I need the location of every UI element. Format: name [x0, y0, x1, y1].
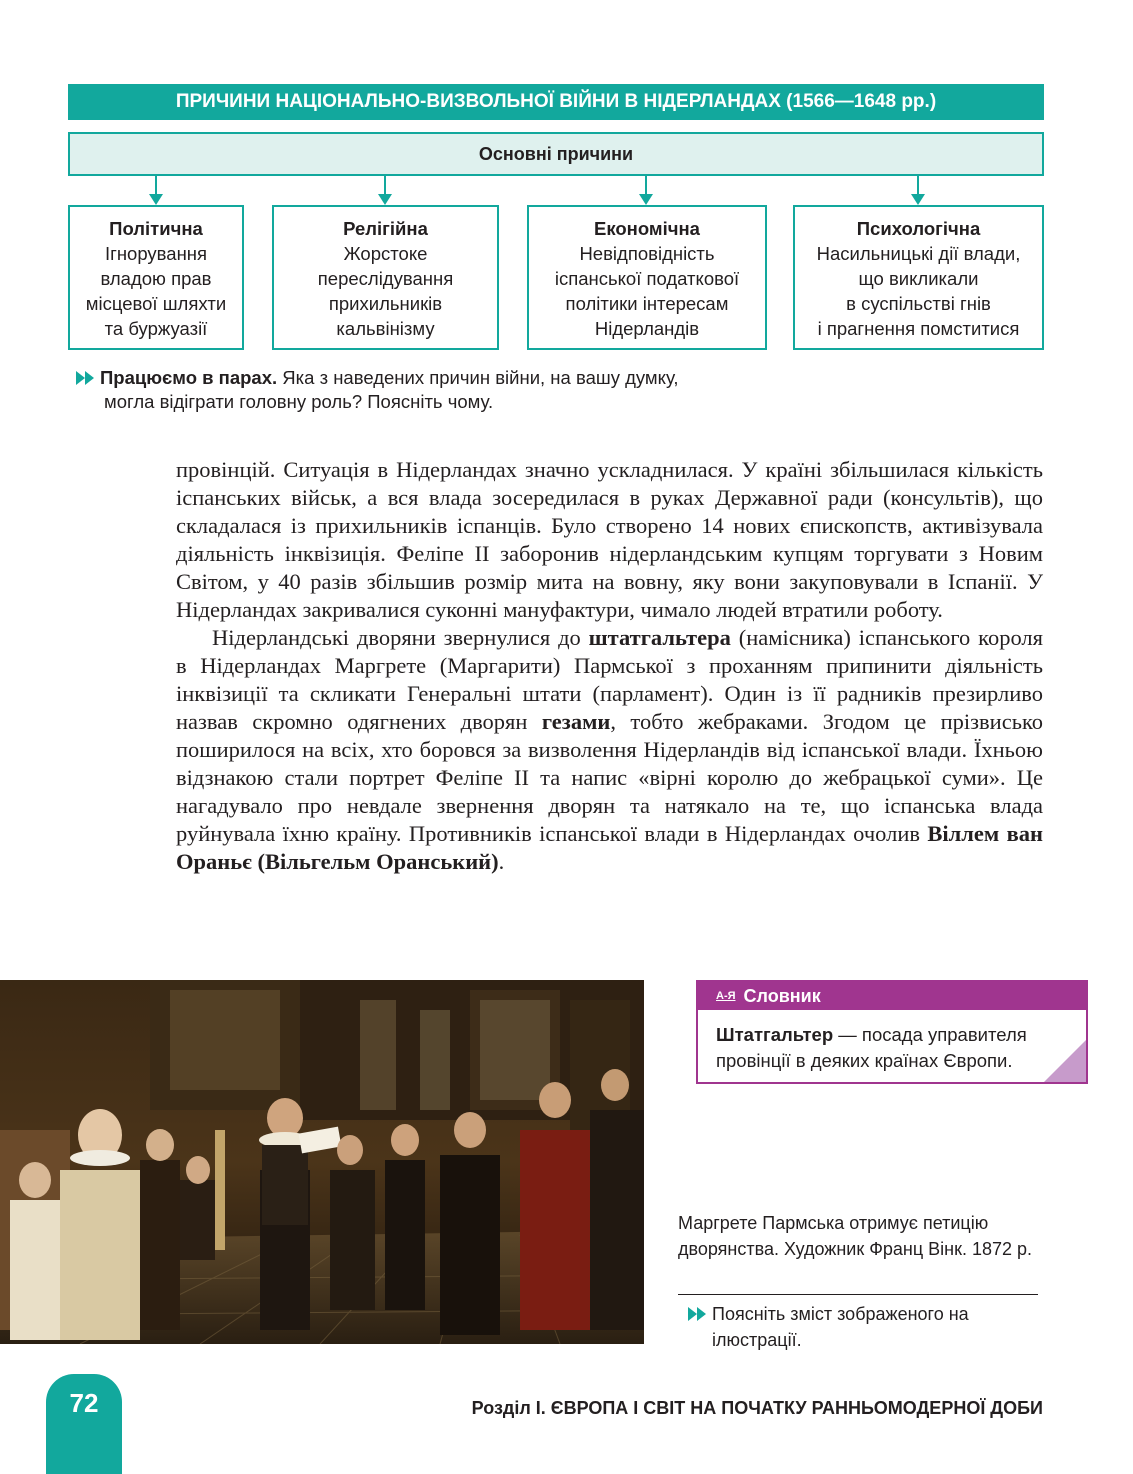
- arrow-down-icon: [378, 176, 392, 206]
- glossary-box: [696, 980, 1088, 1084]
- cause-text: Насильницькі дії влади, що викликали в суспільстві гнів і прагнення помститися: [816, 243, 1021, 339]
- pair-task: [76, 366, 776, 414]
- cause-title: Релігійна: [343, 218, 428, 239]
- double-arrow-icon: [688, 1307, 708, 1321]
- cause-title: Психологічна: [856, 218, 981, 239]
- glossary-header: [698, 982, 1086, 1010]
- paragraph-2: [176, 624, 1043, 876]
- double-arrow-icon: [76, 371, 96, 385]
- text-run: (намісника) іспанського короля в Нідерландах Маргрете (Маргарити) Пармської з проханням припинити діяльність інквізиції та скликати Генеральні штати (парламент). Один із її радників презирливо назвав скромно одягнених дворян: [176, 625, 1043, 734]
- painting-image: [0, 980, 644, 1344]
- cause-title: Економічна: [594, 218, 700, 239]
- arrow-down-icon: [639, 176, 653, 206]
- glossary-definition: — посада управителя провінції в деяких країнах Європи.: [716, 1024, 1027, 1071]
- diagram-title: ПРИЧИНИ НАЦІОНАЛЬНО-ВИЗВОЛЬНОЇ ВІЙНИ В НІДЕРЛАНДАХ (1566—1648 рр.): [68, 84, 1044, 120]
- cause-economic: [527, 205, 767, 350]
- caption-divider: [678, 1294, 1038, 1295]
- pair-task-label: Працюємо в парах.: [100, 367, 278, 388]
- glossary-title: Словник: [743, 985, 821, 1006]
- pair-task-line1: Яка з наведених причин війни, на вашу думку,: [277, 367, 679, 388]
- main-causes-box: Основні причини: [68, 132, 1044, 176]
- arrow-down-icon: [149, 176, 163, 206]
- cause-religious: [272, 205, 499, 350]
- pair-task-line2: могла відіграти головну роль? Поясніть чому.: [104, 391, 494, 412]
- caption-task-text: Поясніть зміст зображеного на ілюстрації.: [712, 1304, 969, 1350]
- text-run: Нідерландські дворяни звернулися до: [212, 625, 589, 650]
- paragraph-1: провінцій. Ситуація в Нідерландах значно ускладнилася. У країні збільшилася кількість іспанських військ, а вся влада зосередилася в руках Державної ради (консультів), що складалася із прихильників іспанців. Було створено 14 нових єпископств, активізувала діяльність інквізиція. Феліпе ІІ заборонив нідерландським купцям торгувати з Новим Світом, у 40 разів збільшив розмір мита на вовну, яку вони закуповували в Іспанії. У Нідерландах закривалися суконні мануфактури, чимало людей втратили роботу.: [176, 457, 1043, 622]
- term-stadtholder: штатгальтера: [588, 625, 731, 650]
- painting-illustration: [0, 980, 644, 1344]
- cause-political: [68, 205, 244, 350]
- caption-task: [688, 1301, 1028, 1353]
- cause-text: Ігнорування владою прав місцевої шляхти та буржуазії: [85, 243, 227, 339]
- section-footer: Розділ І. ЄВРОПА І СВІТ НА ПОЧАТКУ РАННЬОМОДЕРНОЇ ДОБИ: [471, 1398, 1043, 1418]
- cause-text: Невідповідність іспанської податкової політики інтересам Нідерландів: [554, 243, 740, 339]
- text-run: .: [498, 849, 505, 874]
- cause-text: Жорстоке переслідування прихильників кальвінізму: [317, 243, 454, 339]
- cause-title: Політична: [109, 218, 203, 239]
- term-geuzen: гезами: [541, 709, 611, 734]
- arrow-down-icon: [911, 176, 925, 206]
- painting-caption: Маргрете Пармська отримує петицію дворянства. Художник Франц Вінк. 1872 р.: [678, 1213, 1033, 1259]
- glossary-body: [698, 1010, 1086, 1074]
- main-text: [176, 456, 1043, 876]
- term-william-of-orange: Віллем ван Ораньє (Вільгельм Оранський): [176, 821, 1043, 874]
- cause-psychological: [793, 205, 1044, 350]
- page-number: 72: [46, 1374, 122, 1474]
- glossary-term: Штатгальтер: [716, 1024, 834, 1045]
- text-run: , тобто жебраками. Згодом це прізвисько поширилося на всіх, хто боровся за визволення Нідерландів від іспанської влади. Їхньою відзнакою стали портрет Феліпе ІІ та напис «вірні королю до жебрацької суми». Це нагадувало про невдале звернення дворян та натякало на те, що іспанська влада руйнувала їхню країну. Противників іспанської влади в Нідерландах очолив: [176, 709, 1043, 846]
- dictionary-icon: А-Я: [716, 990, 736, 1002]
- page-corner-icon: [1044, 1040, 1086, 1082]
